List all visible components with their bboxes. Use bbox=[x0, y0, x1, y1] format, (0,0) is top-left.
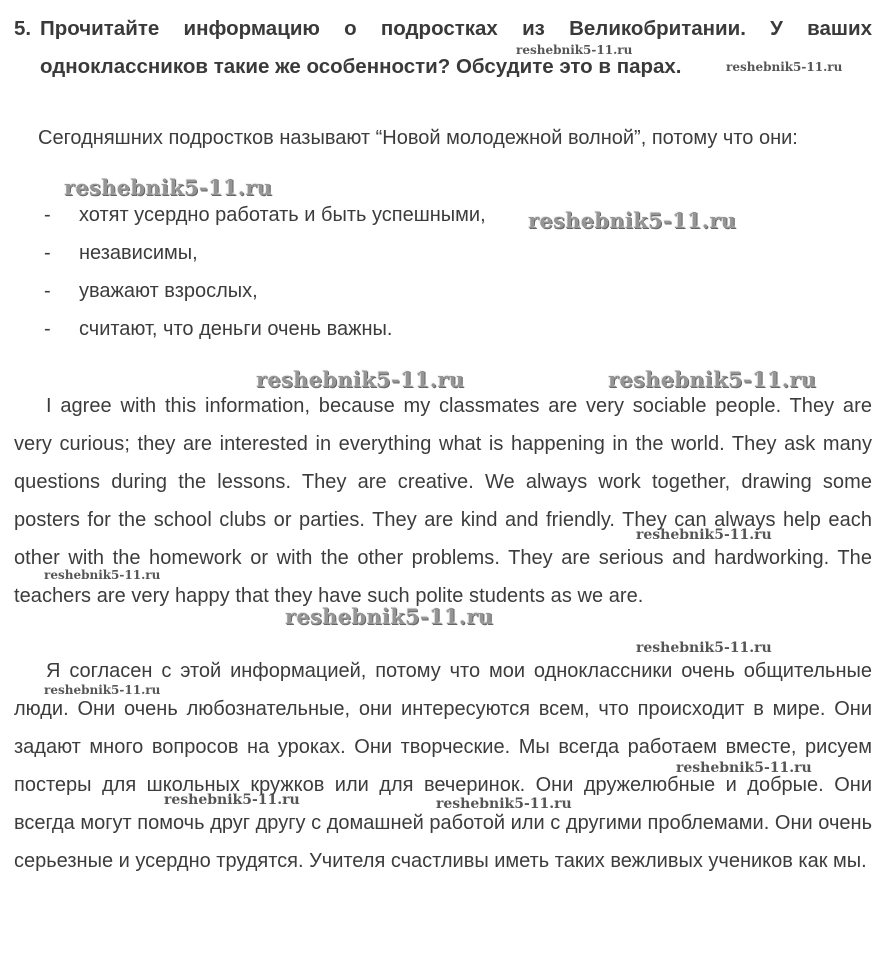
intro-paragraph bbox=[14, 119, 872, 157]
task-number: 5. bbox=[14, 17, 32, 40]
list-item-text: считают, что деньги очень важны. bbox=[79, 318, 393, 340]
watermark: reshebnik5-11.ru bbox=[64, 175, 273, 200]
answer-english: I agree with this information, because my classmates are very sociable people. They are very curious; they are interested in everything what is happening in the world. They ask many questions during the lessons. They are creative. We always work together, drawing some posters for the school clubs or parties. They are kind and friendly. They can always help each other with the homework or with the other problems. They are serious and hardworking. The teachers are very happy that they have such polite students as we are. bbox=[14, 395, 872, 607]
list-item-text: независимы, bbox=[79, 242, 198, 264]
watermark: reshebnik5-11.ru bbox=[636, 527, 772, 543]
answer-russian: Я согласен с этой информацией, потому что мои одноклассники очень общительные люди. Они очень любознательные, они интересуются всем, что происходит в мире. Они задают много вопросов на уроках. Они творческие. Мы всегда работаем вместе, рисуем постеры для школьных кружков или для вечеринок. Они дружелюбные и добрые. Они всегда могут помочь друг другу с домашней работой или с другими проблемами. Они очень серьезные и усердно трудятся. Учителя счастливы иметь таких вежливых учеников как мы. bbox=[14, 660, 872, 872]
list-dash: - bbox=[44, 242, 51, 264]
task-heading bbox=[14, 10, 872, 86]
list-dash: - bbox=[44, 280, 51, 302]
watermark: reshebnik5-11.ru bbox=[285, 604, 494, 629]
watermark: reshebnik5-11.ru bbox=[608, 367, 817, 392]
list-item-text: уважают взрослых, bbox=[79, 280, 258, 302]
list-item bbox=[0, 196, 886, 234]
list-item-text: хотят усердно работать и быть успешными, bbox=[79, 204, 486, 226]
trait-list bbox=[0, 196, 886, 348]
list-item bbox=[0, 310, 886, 348]
watermark: reshebnik5-11.ru bbox=[516, 43, 633, 57]
intro-text: Сегодняшних подростков называют “Новой молодежной волной”, потому что они: bbox=[38, 127, 798, 149]
watermark: reshebnik5-11.ru bbox=[164, 792, 300, 808]
list-dash: - bbox=[44, 318, 51, 340]
watermark: reshebnik5-11.ru bbox=[528, 208, 737, 233]
watermark: reshebnik5-11.ru bbox=[436, 796, 572, 812]
task-text: Прочитайте информацию о подростках из Великобритании. У ваших одноклассников такие же особенности? Обсудите это в парах. bbox=[40, 17, 872, 78]
watermark: reshebnik5-11.ru bbox=[726, 60, 843, 74]
watermark: reshebnik5-11.ru bbox=[636, 640, 772, 656]
watermark: reshebnik5-11.ru bbox=[44, 568, 161, 582]
list-dash: - bbox=[44, 204, 51, 226]
watermark: reshebnik5-11.ru bbox=[44, 683, 161, 697]
watermark: reshebnik5-11.ru bbox=[256, 367, 465, 392]
watermark: reshebnik5-11.ru bbox=[676, 760, 812, 776]
list-item bbox=[0, 234, 886, 272]
list-item bbox=[0, 272, 886, 310]
